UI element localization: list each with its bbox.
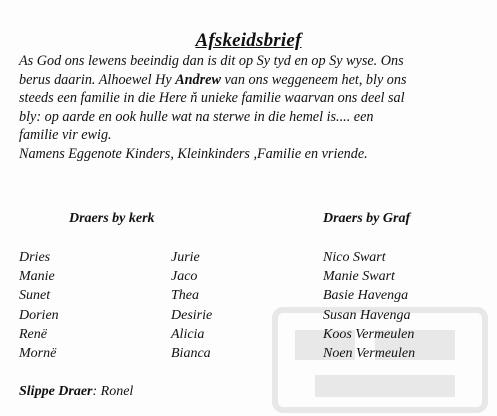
paragraph-line-2-start: berus daarin. Alhoewel Hy xyxy=(19,71,176,88)
slippe-bearer-line xyxy=(19,384,133,400)
bearer-name: Alicia xyxy=(171,326,205,342)
bearer-name: Manie xyxy=(19,269,55,285)
paragraph-line-4: bly: op aarde en ook hulle wat na sterwe in die hemel is.... een xyxy=(19,108,374,125)
bearer-name: Thea xyxy=(171,288,199,304)
bearer-name: Susan Havenga xyxy=(323,307,411,323)
slippe-bearer-name: : Ronel xyxy=(92,384,134,399)
bearer-name: Nico Swart xyxy=(323,250,386,265)
bearer-name: Renё xyxy=(19,326,47,342)
kerk-bearers-list-2 xyxy=(171,248,212,363)
slippe-bearer-label: Slippe Draer xyxy=(19,384,93,399)
paragraph-line-5: familie vir ewig. xyxy=(19,127,112,143)
graf-bearers-heading: Draers by Graf xyxy=(323,211,411,226)
bearer-name: Bianca xyxy=(171,346,211,362)
deceased-name: Andrew xyxy=(175,71,221,88)
bearer-name: Jaco xyxy=(171,269,198,285)
kerk-bearers-list-1 xyxy=(19,248,59,363)
bearer-name: Jurie xyxy=(171,250,200,265)
bearer-name: Dorien xyxy=(19,307,59,323)
paragraph-line-6: Namens Eggenote Kinders, Kleinkinders ,Familie en vriende. xyxy=(19,145,368,162)
kerk-bearers-heading: Draers by kerk xyxy=(69,211,155,226)
bearer-name: Dries xyxy=(19,250,51,265)
bearer-name: Manie Swart xyxy=(323,269,395,285)
bearer-name: Koos Vermeulen xyxy=(323,326,415,342)
bearer-name: Basie Havenga xyxy=(323,288,409,304)
paragraph-line-2 xyxy=(19,71,491,90)
bearer-name: Mornё xyxy=(19,346,57,362)
paragraph-line-2-end: van ons weggeneem het, bly ons xyxy=(220,71,407,88)
farewell-paragraph xyxy=(19,52,491,163)
graf-bearers-list xyxy=(323,248,415,363)
paragraph-line-1: As God ons lewens beeindig dan is dit op Sy tyd en op Sy wyse. Ons xyxy=(19,53,404,69)
page-title: Afskeidsbrief xyxy=(195,30,302,51)
bearer-name: Sunet xyxy=(19,288,51,304)
bearer-name: Noen Vermeulen xyxy=(323,346,416,362)
bearer-name: Desirie xyxy=(171,307,213,323)
paragraph-line-3: steeds een familie in die Here ň unieke familie waarvan ons deel sal xyxy=(19,90,405,106)
